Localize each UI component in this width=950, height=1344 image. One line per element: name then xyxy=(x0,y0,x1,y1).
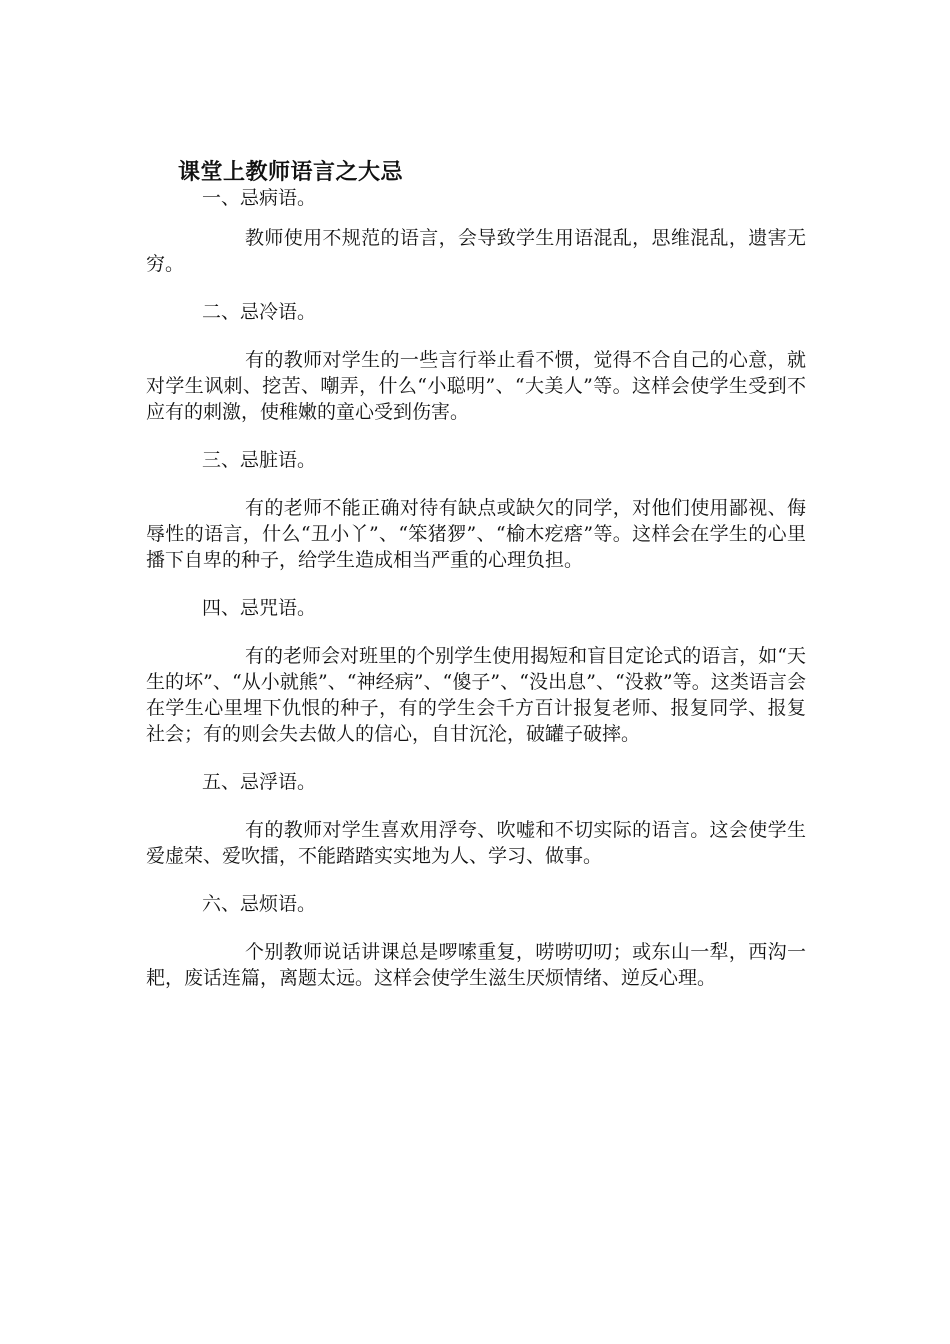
section-text-5: 有的教师对学生喜欢用浮夸、吹嘘和不切实际的语言。这会使学生爱虚荣、爱吹擂，不能踏踏实实地为人、学习、做事。 xyxy=(146,819,806,867)
section-heading-4: 四、忌咒语。 xyxy=(202,597,317,619)
section-text-1: 教师使用不规范的语言，会导致学生用语混乱，思维混乱，遗害无穷。 xyxy=(146,227,806,275)
section-text-2: 有的教师对学生的一些言行举止看不惯，觉得不合自己的心意，就对学生讽刺、挖苦、嘲弄，什么“小聪明”、“大美人”等。这样会使学生受到不应有的刺激，使稚嫩的童心受到伤害。 xyxy=(146,349,806,423)
section-heading-3: 三、忌脏语。 xyxy=(202,449,317,471)
section-heading-2: 二、忌冷语。 xyxy=(202,301,317,323)
section-heading-5: 五、忌浮语。 xyxy=(202,771,317,793)
section-text-3: 有的老师不能正确对待有缺点或缺欠的同学，对他们使用鄙视、侮辱性的语言，什么“丑小丫”、“笨猪猡”、“榆木疙瘩”等。这样会在学生的心里播下自卑的种子，给学生造成相当严重的心理负担。 xyxy=(146,497,806,571)
section-text-4: 有的老师会对班里的个别学生使用揭短和盲目定论式的语言，如“天生的坏”、“从小就熊”、“神经病”、“傻子”、“没出息”、“没救”等。这类语言会在学生心里埋下仇恨的种子，有的学生会千方百计报复老师、报复同学、报复社会；有的则会失去做人的信心，自甘沉沦，破罐子破摔。 xyxy=(146,645,806,745)
section-heading-1: 一、忌病语。 xyxy=(202,187,317,209)
section-text-6: 个别教师说话讲课总是啰嗦重复，唠唠叨叨；或东山一犁，西沟一耙，废话连篇，离题太远。这样会使学生滋生厌烦情绪、逆反心理。 xyxy=(146,941,806,989)
section-heading-6: 六、忌烦语。 xyxy=(202,893,317,915)
document-title: 课堂上教师语言之大忌 xyxy=(178,159,404,185)
document-body xyxy=(146,225,806,1013)
